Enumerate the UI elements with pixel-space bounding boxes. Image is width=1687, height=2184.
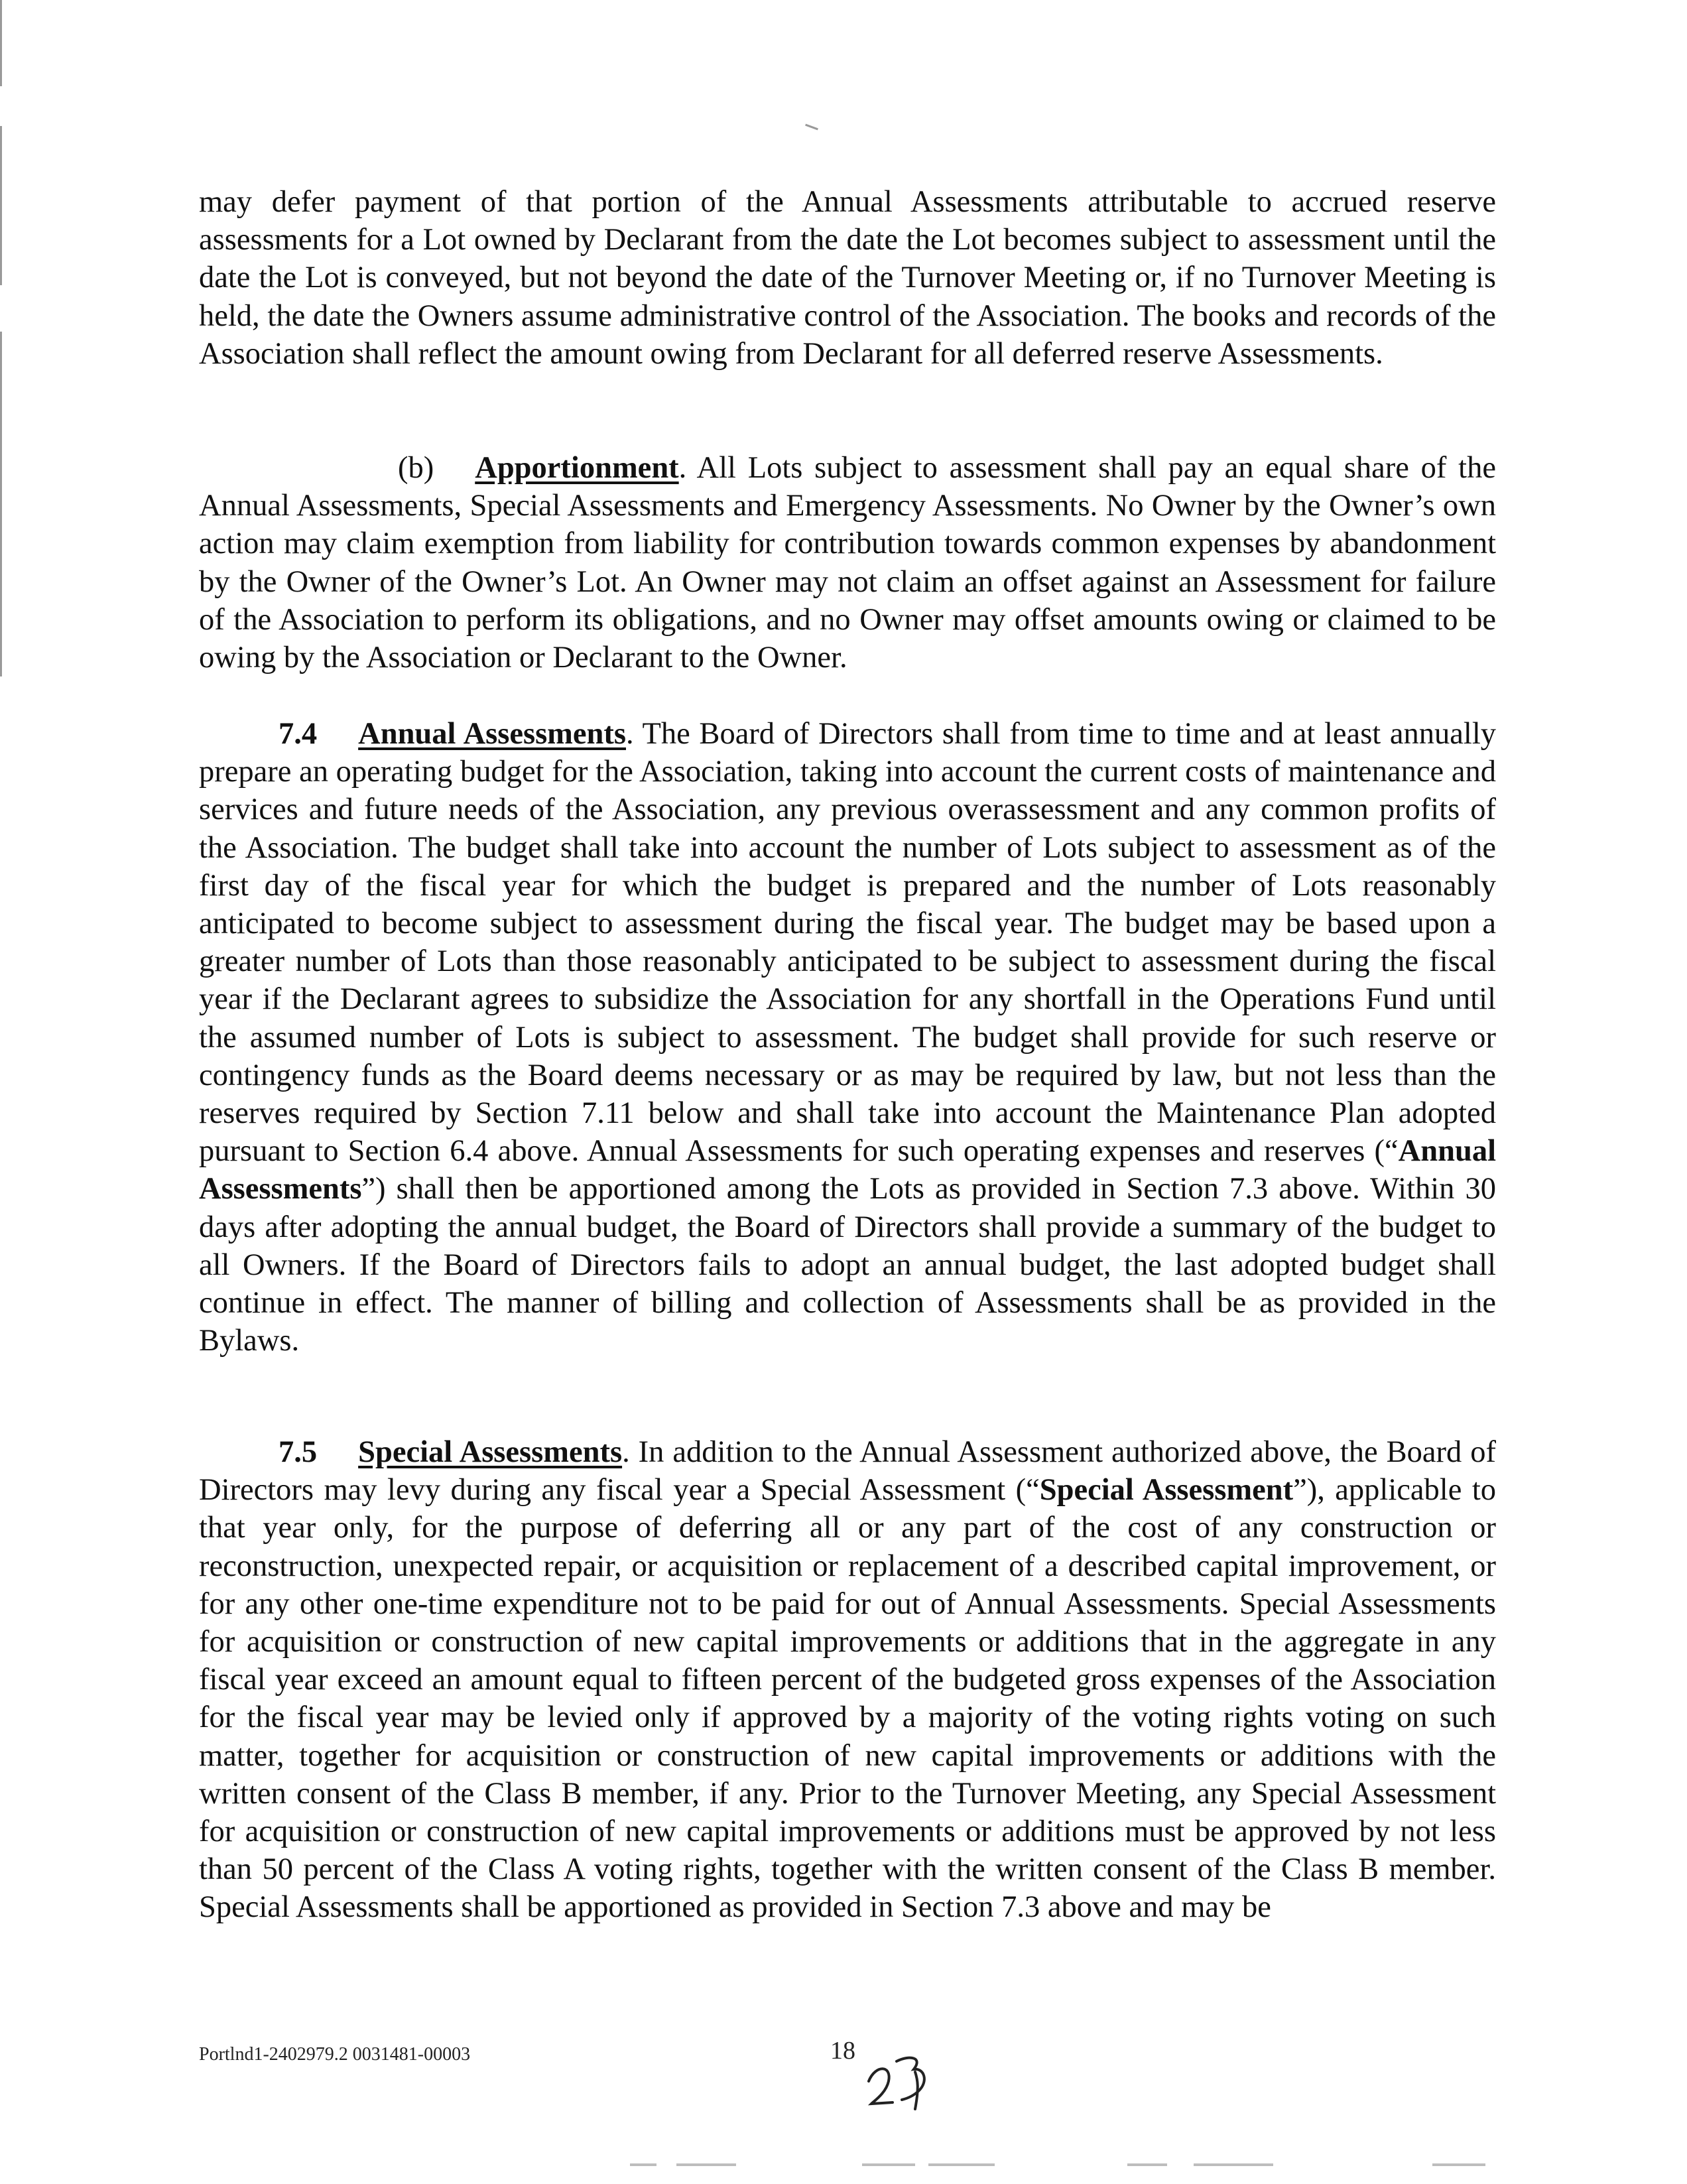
scan-margin-line (0, 0, 2, 86)
paragraph-text: . In addition to the Annual Assessment authorized above, the Board of Directors may levy during any fiscal year a Special Assessment (“ (199, 1435, 1496, 1508)
section-heading: Special Assessments (358, 1435, 623, 1469)
paragraph-text: . All Lots subject to assessment shall pay an equal share of the Annual Assessments, Special Assessments and Emergency Assessments. No Owner by the Owner’s own action may claim exemption from liability for contribution towards common expenses by abandonment by the Owner of the Owner’s Lot. An Owner may not claim an offset against an Assessment for failure of the Association to perform its obligations, and no Owner may offset amounts owing or claimed to be owing by the Association or Declarant to the Owner. (199, 451, 1496, 675)
page-number: 18 (830, 2037, 855, 2065)
defined-term: Annual Assessments (199, 1134, 1496, 1206)
section-number: 7.5 (279, 1435, 318, 1469)
paragraph-continuation (199, 183, 1496, 373)
scan-artifact (1432, 2163, 1485, 2166)
paragraph-apportionment (199, 449, 1496, 676)
scan-artifact (1127, 2163, 1167, 2166)
scan-artifact (862, 2163, 915, 2166)
handwritten-page-mark (862, 2035, 968, 2114)
section-number: 7.4 (279, 717, 318, 751)
scan-artifact (928, 2163, 995, 2166)
scan-mark (805, 124, 818, 131)
section-7-4 (199, 715, 1496, 1360)
scan-artifact (1194, 2163, 1273, 2166)
scan-margin-line (0, 332, 2, 676)
paragraph-text: may defer payment of that portion of the Annual Assessments attributable to accrued reserve assessments for a Lot owned by Declarant from the date the Lot becomes subject to assessment until the date the Lot is conveyed, but not beyond the date of the Turnover Meeting or, if no Turnover Meeting is held, the date the Owners assume administrative control of the Association. The books and records of the Association shall reflect the amount owing from Declarant for all deferred reserve Assessments. (199, 185, 1496, 371)
subsection-heading: Apportionment (475, 451, 679, 485)
paragraph-text: . The Board of Directors shall from time to time and at least annually prepare an operating budget for the Association, taking into account the current costs of maintenance and services and future needs of the Association, any previous overassessment and any common profits of the Association. The budget shall take into account the number of Lots subject to assessment as of the first day of the fiscal year for which the budget is prepared and the number of Lots reasonably anticipated to become subject to assessment during the fiscal year. The budget may be based upon a greater number of Lots than those reasonably anticipated to be subject to assessment during the fiscal year if the Declarant agrees to subsidize the Association for any shortfall in the Operations Fund until the assumed number of Lots is subject to assessment. The budget shall provide for such reserve or contingency funds as the Board deems necessary or as may be required by law, but not less than the reserves required by Section 7.11 below and shall take into account the Maintenance Plan adopted pursuant to Section 6.4 above. Annual Assessments for such operating expenses and reserves (“ (199, 717, 1496, 1169)
section-heading: Annual Assessments (358, 717, 626, 751)
section-7-5 (199, 1433, 1496, 1927)
footer-document-id: Portlnd1-2402979.2 0031481-00003 (199, 2044, 471, 2065)
paragraph-text: ”) shall then be apportioned among the Lots as provided in Section 7.3 above. Within 30 days after adopting the annual budget, the Board of Directors shall provide a summary of the budget to all Owners. If the Board of Directors fails to adopt an annual budget, the last adopted budget shall continue in effect. The manner of billing and collection of Assessments shall be as provided in the Bylaws. (199, 1172, 1496, 1358)
scan-artifact (630, 2163, 656, 2166)
paragraph-text: ”), applicable to that year only, for the purpose of deferring all or any part of the cost of any construction or reconstruction, unexpected repair, or acquisition or replacement of a described capital improvement, or for any other one-time expenditure not to be paid for out of Annual Assessments. Special Assessments for acquisition or construction of new capital improvements or additions that in the aggregate in any fiscal year exceed an amount equal to fifteen percent of the budgeted gross expenses of the Association for the fiscal year may be levied only if approved by a majority of the voting rights voting on such matter, together for acquisition or construction of new capital improvements or additions with the written consent of the Class B member, if any. Prior to the Turnover Meeting, any Special Assessment for acquisition or construction of new capital improvements or additions must be approved by not less than 50 percent of the Class A voting rights, together with the written consent of the Class B member. Special Assessments shall be apportioned as provided in Section 7.3 above and may be (199, 1473, 1497, 1925)
defined-term: Special Assessment (1039, 1473, 1294, 1508)
scan-artifact (676, 2163, 736, 2166)
subsection-label: (b) (398, 451, 434, 485)
scan-margin-line (0, 126, 2, 285)
